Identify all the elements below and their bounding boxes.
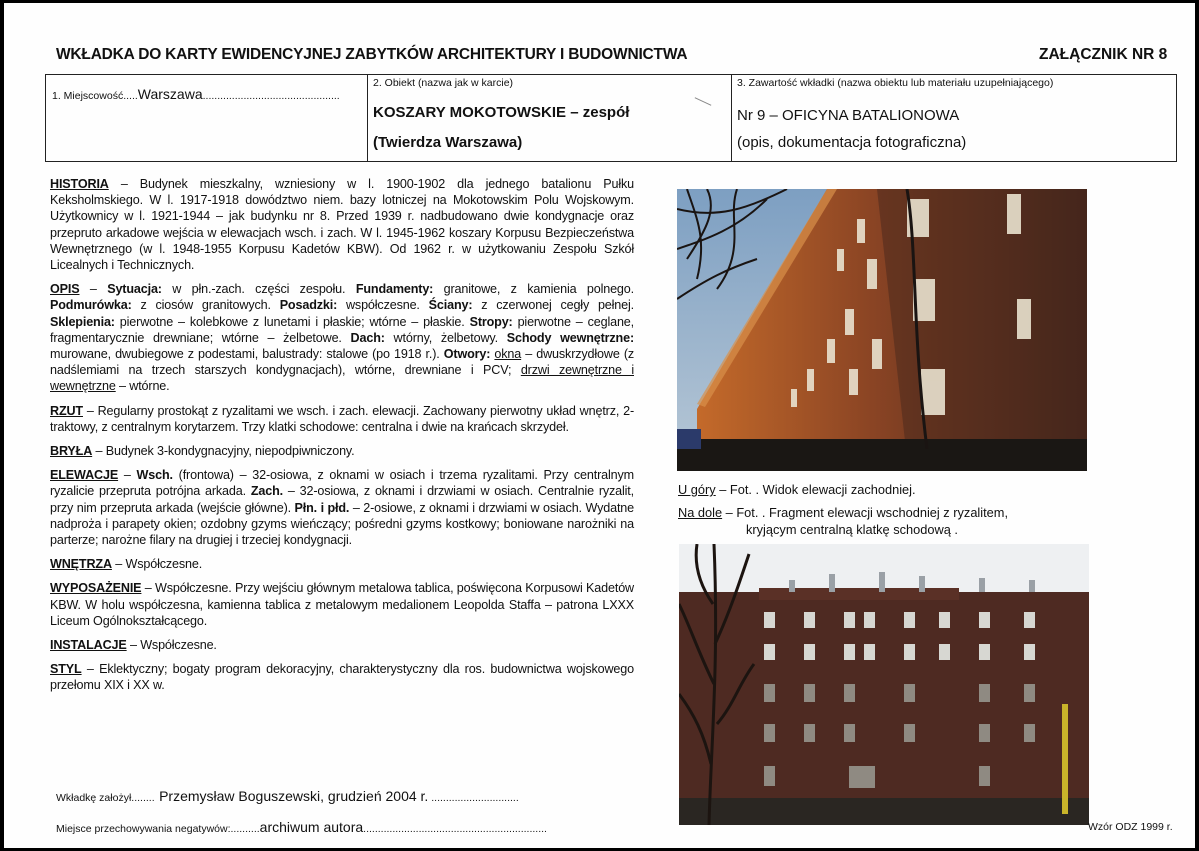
stray-mark: [695, 97, 712, 106]
historia-text: – Budynek mieszkalny, wzniesiony w l. 1900-1902 dla jednego batalionu Pułku Keksholmskiego. W l. 1917-1918 dowództwo niem. bazy lotniczej na Mokotowskim Polu Wojskowym. Użytkownicy w l. 1921-1944 – jak budynku nr 8. Przed 1939 r. nadbudowano dwie kondygnacje oraz przepruto arkadowe wejścia w elewacjach wsch. i zach. W l. 1945-1962 koszary Korpusu Bezpieczeństwa Wewnętrznego (w l. 1948-1955 Korpusu Kadetów KBW). Od 1962 r. w użytkowaniu Zespołu Szkół Licealnych i Technicznych.: [50, 177, 634, 273]
author-dots: ..............................: [428, 792, 519, 804]
content-subtitle: (opis, dokumentacja fotograficzna): [737, 134, 967, 151]
west-elevation-image: [677, 189, 1087, 471]
styl-text: – Eklektyczny; bogaty program dekoracyjny, charakterystyczny dla ros. budownictwa wojskowego przełomu XIX i XX w.: [50, 662, 634, 693]
pln-label: Płn. i płd.: [294, 500, 350, 515]
sciany-label: Ściany:: [428, 298, 473, 313]
storage-label: Miejsce przechowywania negatywów:..........: [56, 823, 260, 835]
sciany-text: z czerwonej cegły pełnej.: [472, 298, 635, 313]
zach-label: Zach.: [250, 484, 283, 499]
rzut-heading: RZUT: [50, 403, 83, 418]
storage-value: archiwum autora: [259, 819, 364, 835]
form-divider-2: [731, 74, 732, 162]
photo-west-elevation: [677, 189, 1087, 471]
section-rzut: [50, 403, 634, 435]
podmurowka-text: z ciosów granitowych.: [131, 298, 280, 313]
elewacje-heading: ELEWACJE: [50, 468, 119, 483]
caption-top-label: U góry: [678, 482, 716, 497]
photo-east-elevation: [679, 544, 1089, 825]
wnetrza-heading: WNĘTRZA: [50, 557, 112, 572]
historia-heading: HISTORIA: [50, 177, 109, 191]
object-subname: (Twierdza Warszawa): [373, 134, 523, 151]
section-instalacje: [50, 637, 634, 653]
author-label: Wkładkę założył........: [56, 792, 155, 804]
opis-heading: OPIS: [50, 282, 80, 297]
pln-text: – 2-osiowe, z oknami i drzwiami w osiach. Wydatne nadproża i parapety okien; ozdobny gzyms wieńczący; pośredni gzyms kostkowy; boniowane narożniki na parterze; narożne filary na drugiej i trzeciej kondygnacji.: [50, 500, 635, 548]
styl-heading: STYL: [50, 662, 82, 677]
section-wnetrza: [50, 556, 634, 572]
rzut-text: – Regularny prostokąt z ryzalitami we wsch. i zach. elewacji. Zachowany pierwotny układ wnętrz, 2-traktowy, z centralnym korytarzem. Trzy klatki schodowe: centralna i dwie na krańcach skrzydeł.: [50, 403, 634, 434]
description-body: [50, 176, 634, 702]
storage-field: [56, 819, 547, 837]
storage-dots: ...............................................................: [363, 823, 547, 835]
caption-top: [678, 481, 916, 498]
otwory-end: – wtórne.: [115, 379, 170, 394]
caption-bottom: [678, 504, 1008, 538]
sytuacja-label: Sytuacja:: [107, 282, 162, 297]
caption-bottom-text-1: – Fot. . Fragment elewacji wschodniej z ryzalitem,: [722, 505, 1009, 520]
dach-label: Dach:: [350, 330, 385, 345]
otwory-label: Otwory:: [443, 347, 491, 362]
caption-top-text: – Fot. . Widok elewacji zachodniej.: [715, 482, 916, 497]
zach-text: – 32-osiowa, z oknami i drzwiami w osiach. Centralnie ryzalit, przy nim przepruta arkada (wejście główne).: [50, 484, 635, 515]
sklepienia-label: Sklepienia:: [50, 314, 115, 329]
instalacje-text: – Współczesne.: [126, 638, 217, 653]
section-historia: [50, 176, 634, 273]
wyposazenie-text: – Współczesne. Przy wejściu głównym metalowa tablica, poświęcona Korpusowi Kadetów KBW. W holu współczesna, kamienna tablica z metalowym medalionem Leopolda Staffa – patrona LXXX Liceum Ogólnokształcącego.: [50, 581, 634, 628]
otwory-text: – dwuskrzydłowe (z nadślemiami na trzech starszych kondygnacjach), wtórne, drewniane i PCV;: [50, 347, 635, 378]
object-name: KOSZARY MOKOTOWSKIE – zespół: [373, 104, 630, 121]
section-styl: [50, 661, 634, 693]
okna-label: okna: [494, 347, 522, 362]
content-title: Nr 9 – OFICYNA BATALIONOWA: [737, 107, 960, 124]
sytuacja-text: w płn.-zach. części zespołu.: [161, 282, 356, 297]
fundamenty-label: Fundamenty:: [355, 282, 434, 297]
wsch-label: Wsch.: [136, 468, 173, 483]
locality-label: 1. Miejscowość.....: [52, 90, 138, 102]
stropy-text: pierwotne – ceglane, fragmentarycznie drewniane; wtórne – żelbetowe.: [50, 314, 634, 345]
form-right-rule: [1176, 74, 1177, 162]
wnetrza-text: – Współczesne.: [111, 557, 203, 572]
form-top-rule: [45, 74, 1177, 75]
form-template-id: Wzór ODZ 1999 r.: [1088, 821, 1173, 833]
author-value: Przemysław Boguszewski, grudzień 2004 r.: [159, 788, 429, 804]
document-sheet: [4, 3, 1195, 848]
east-elevation-image: [679, 544, 1089, 825]
posadzki-text: współczesne.: [337, 298, 429, 313]
locality-value: Warszawa: [137, 86, 203, 102]
form-divider-1: [367, 74, 368, 162]
document-title: WKŁADKA DO KARTY EWIDENCYJNEJ ZABYTKÓW ARCHITEKTURY I BUDOWNICTWA: [56, 46, 688, 63]
bryla-heading: BRYŁA: [50, 444, 93, 459]
form-left-rule: [45, 74, 46, 162]
content-label: 3. Zawartość wkładki (nazwa obiektu lub materiału uzupełniającego): [737, 77, 1054, 89]
form-bottom-rule: [45, 161, 1177, 162]
caption-bottom-text-2: kryjącym centralną klatkę schodową .: [746, 522, 958, 537]
instalacje-heading: INSTALACJE: [50, 638, 127, 653]
section-elewacje: [50, 467, 634, 548]
wyposazenie-heading: WYPOSAŻENIE: [50, 581, 142, 596]
schody-text: murowane, dwubiegowe z podestami, balustrady: stalowe (po 1918 r.).: [50, 347, 444, 362]
section-bryla: [50, 443, 634, 459]
opis-dash: –: [79, 282, 108, 297]
author-field: [56, 788, 519, 806]
fundamenty-text: granitowe, z kamienia polnego.: [433, 282, 634, 297]
sklepienia-text: pierwotne – kolebkowe z lunetami i płaskie; wtórne – płaskie.: [114, 314, 470, 329]
annex-number: ZAŁĄCZNIK NR 8: [1039, 46, 1168, 63]
schody-label: Schody wewnętrzne:: [506, 330, 634, 345]
wsch-text: (frontowa) – 32-osiowa, z oknami w osiach i trzema ryzalitami. Przy centralnym ryzalicie przepruta potrójna arkada.: [50, 468, 634, 499]
bryla-text: – Budynek 3-kondygnacyjny, niepodpiwniczony.: [92, 444, 355, 459]
podmurowka-label: Podmurówka:: [50, 298, 132, 313]
locality-field: [52, 86, 340, 104]
stropy-label: Stropy:: [469, 314, 513, 329]
caption-bottom-label: Na dole: [678, 505, 723, 520]
section-opis: [50, 281, 634, 394]
posadzki-label: Posadzki:: [279, 298, 338, 313]
dach-text: wtórny, żelbetowy.: [384, 330, 507, 345]
locality-dots: ...............................................: [202, 90, 340, 102]
object-label: 2. Obiekt (nazwa jak w karcie): [373, 77, 514, 89]
section-wyposazenie: [50, 580, 634, 629]
drzwi-label: drzwi zewnętrzne i wewnętrzne: [50, 363, 634, 394]
elewacje-dash: –: [118, 468, 137, 483]
